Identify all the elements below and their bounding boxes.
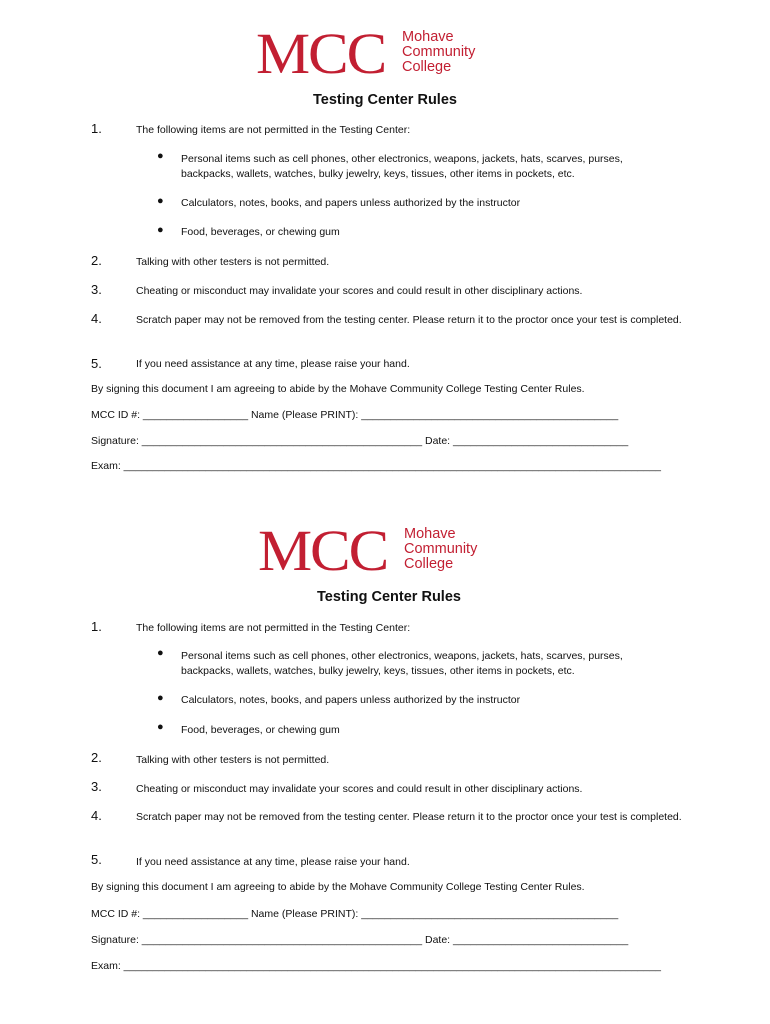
rule-text: Cheating or misconduct may invalidate your scores and could result in other disciplinary actions.	[136, 783, 583, 795]
rule-number: 4.	[91, 808, 102, 823]
bullet-text: Calculators, notes, books, and papers unless authorized by the instructor	[181, 694, 521, 706]
rule-text: Scratch paper may not be removed from the testing center. Please return it to the proctor once your test is completed.	[136, 314, 682, 326]
rule-text: Scratch paper may not be removed from the testing center. Please return it to the proctor once your test is completed.	[136, 811, 682, 823]
page-title: Testing Center Rules	[313, 92, 457, 108]
bullet-text: Food, beverages, or chewing gum	[181, 724, 340, 736]
bullet-text: Personal items such as cell phones, other electronics, weapons, jackets, hats, scarves, purses, backpacks, wallets, watches, bulky jewelry, keys, tissues, other items in pockets, etc.	[181, 650, 623, 677]
agreement-text: By signing this document I am agreeing to abide by the Mohave Community College Testing Center Rules.	[91, 881, 585, 893]
bullet-icon: ●	[157, 721, 164, 733]
rule-text: If you need assistance at any time, please raise your hand.	[136, 856, 410, 868]
logo-line: College	[402, 59, 452, 75]
logo-line: Community	[402, 44, 476, 60]
logo-line: College	[404, 556, 454, 572]
rule-text: The following items are not permitted in the Testing Center:	[136, 622, 411, 634]
page-title: Testing Center Rules	[317, 589, 461, 605]
exam-line[interactable]: Exam: ____________________________________________________________________________________________	[91, 460, 661, 472]
rule-number: 1.	[91, 619, 102, 634]
mcc-id-name-line[interactable]: MCC ID #: __________________ Name (Please PRINT): ____________________________________________	[91, 908, 619, 920]
signature-date-line[interactable]: Signature: ________________________________________________ Date: ______________________________	[91, 934, 629, 946]
exam-line[interactable]: Exam: ____________________________________________________________________________________________	[91, 960, 661, 972]
rule-number: 2.	[91, 750, 102, 765]
rule-text: The following items are not permitted in the Testing Center:	[136, 124, 411, 136]
rule-number: 5.	[91, 356, 102, 371]
rule-number: 5.	[91, 852, 102, 867]
bullet-icon: ●	[157, 224, 164, 236]
logo-line: Community	[404, 541, 478, 557]
rule-number: 3.	[91, 779, 102, 794]
mcc-id-name-line[interactable]: MCC ID #: __________________ Name (Please PRINT): ____________________________________________	[91, 409, 619, 421]
bullet-icon: ●	[157, 647, 164, 659]
logo-line: Mohave	[402, 29, 454, 45]
agreement-text: By signing this document I am agreeing to abide by the Mohave Community College Testing Center Rules.	[91, 383, 585, 395]
rule-number: 2.	[91, 253, 102, 268]
bullet-text: Personal items such as cell phones, other electronics, weapons, jackets, hats, scarves, purses, backpacks, wallets, watches, bulky jewelry, keys, tissues, other items in pockets, etc.	[181, 153, 623, 180]
bullet-icon: ●	[157, 692, 164, 704]
bullet-text: Food, beverages, or chewing gum	[181, 226, 340, 238]
signature-date-line[interactable]: Signature: ________________________________________________ Date: ______________________________	[91, 435, 629, 447]
rule-text: If you need assistance at any time, please raise your hand.	[136, 358, 410, 370]
rule-number: 1.	[91, 121, 102, 136]
rule-number: 4.	[91, 311, 102, 326]
logo-wordmark	[402, 30, 475, 75]
rule-text: Talking with other testers is not permitted.	[136, 256, 330, 268]
rule-number: 3.	[91, 282, 102, 297]
bullet-text: Calculators, notes, books, and papers unless authorized by the instructor	[181, 197, 521, 209]
bullet-icon: ●	[157, 195, 164, 207]
logo-wordmark	[404, 527, 477, 572]
bullet-icon: ●	[157, 150, 164, 162]
rule-text: Cheating or misconduct may invalidate your scores and could result in other disciplinary actions.	[136, 285, 583, 297]
logo-line: Mohave	[404, 526, 456, 542]
logo-mark: MCC	[258, 518, 388, 583]
rule-text: Talking with other testers is not permitted.	[136, 754, 330, 766]
logo-mark: MCC	[256, 21, 386, 86]
